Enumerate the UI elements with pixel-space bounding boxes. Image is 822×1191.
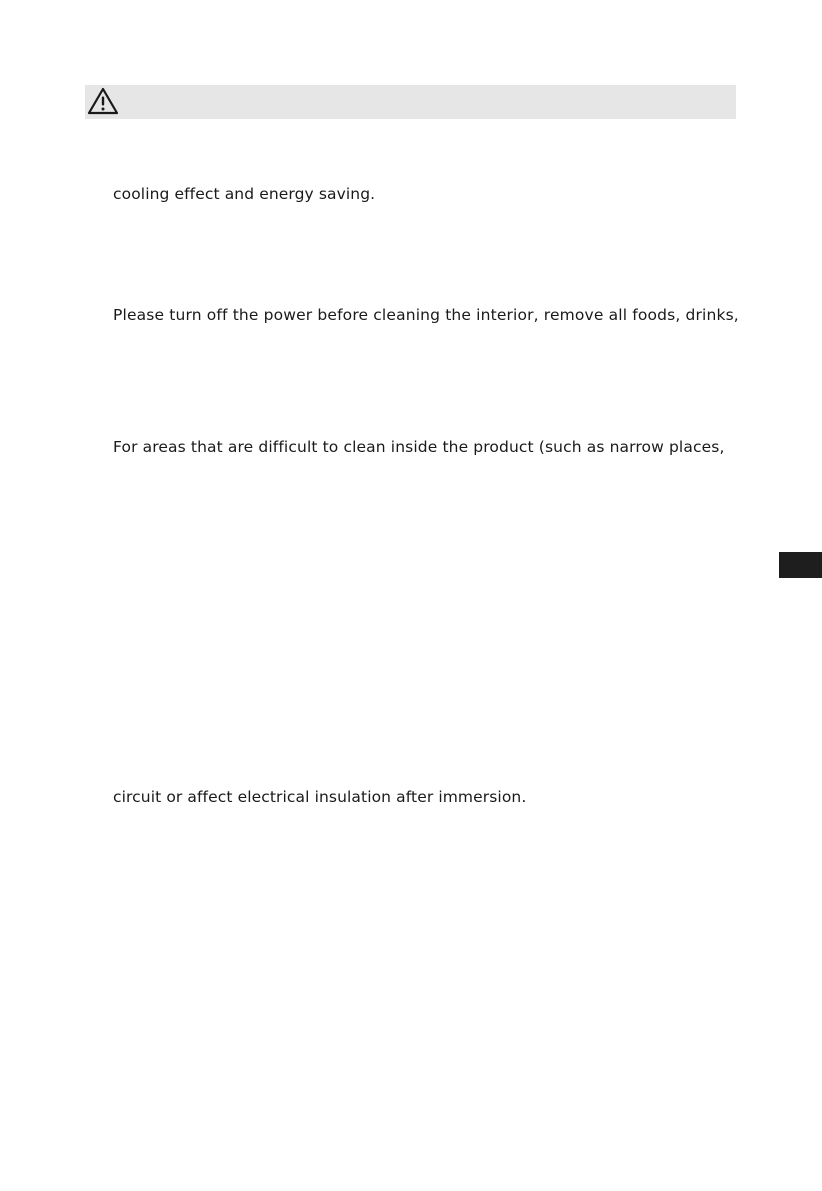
warning-header-bar — [85, 85, 736, 119]
section-side-tab — [779, 552, 822, 578]
body-text-line: Please turn off the power before cleaning the interior, remove all foods, drinks, — [113, 306, 739, 324]
body-text-line: cooling effect and energy saving. — [113, 185, 376, 203]
warning-triangle-icon — [87, 86, 119, 116]
body-text-line: circuit or affect electrical insulation after immersion. — [113, 788, 527, 806]
body-text-line: For areas that are difficult to clean inside the product (such as narrow places, — [113, 438, 725, 456]
